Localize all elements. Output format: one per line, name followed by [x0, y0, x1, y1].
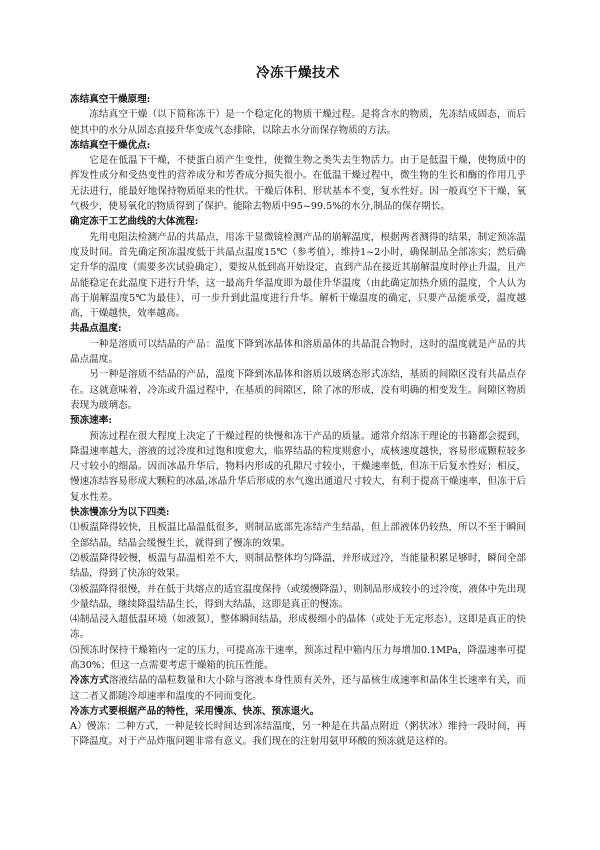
- freeze-method-text: 溶液结晶的晶粒数量和大小除与溶液本身性质有关外，还与晶核生成速率和晶体生长速率有关，而这二者又都随冷却速率和温度的不同而变化。: [70, 675, 527, 702]
- paragraph: 冻结真空干燥（以下简称冻干）是一个稳定化的物质干燥过程。是将含水的物质，先冻结成固态，而后使其中的水分从固态直接升华变成气态排除，以除去水分而保存物质的方法。: [70, 109, 526, 136]
- heading-eutectic-point: 共晶点温度:: [70, 323, 122, 335]
- freeze-method-note: [70, 673, 526, 704]
- heading-prefreeze-rate: 预冻速率:: [70, 415, 112, 427]
- option-a-slow-freeze: A）慢冻：二种方式，一种是较长时间达到冻结温度，另一种是在共晶点附近（粥状冰）维持一段时间，再下降温度。对于产品炸瓶问题非常有意义。我们现在的注射用氨甲环酸的预冻就是这样的。: [70, 721, 526, 748]
- page-title: 冷冻干燥技术: [256, 65, 340, 81]
- heading-advantages: 冻结真空干燥优点:: [70, 139, 151, 151]
- list-item: ⑷制品浸入超低温环境（如液氮），整体瞬间结晶，形成极细小的晶体（或处于无定形态），这即是真正的快冻。: [70, 614, 526, 641]
- heading-freeze-rule: 冷冻方式要根据产品的特性，采用慢冻、快冻、预冻退火。: [70, 705, 320, 717]
- list-item: ⑸预冻时保持干燥箱内一定的压力，可提高冻干速率，预冻过程中箱内压力每增加0.1MPa，降温速率可提高30%；但这一点需要考虑干燥箱的抗压性能。: [70, 644, 526, 671]
- paragraph: 一种是溶质可以结晶的产品：温度下降到冰晶体和溶质晶体的共晶混合物时，这时的温度就是产品的共晶点温度。: [70, 338, 526, 366]
- paragraph: 先用电阻法检测产品的共晶点，用冻干显微镜检测产品的崩解温度，根据两者测得的结果，制定预冻温度及时间。首先确定预冻温度低于共晶点温度15℃（参考值），维持1~2小时，确保制品全部冻实；然后确定升华的温度（需要多次试验确定），要按从低到高开始设定，直到产品在接近其崩解温度时停止升温，且产品能稳定在此温度下进行升华，这一最高升华温度即为最佳升华温度（由此确定加热介质的温度，个人认为高于崩解温度5℃为最佳），可一步升到此温度进行升华。解析干燥温度的确定，只要产品能承受，温度越高，干燥越快，效率越高。: [70, 231, 526, 320]
- paragraph: 预冻过程在很大程度上决定了干燥过程的快慢和冻干产品的质量。通常介绍冻干理论的书籍都会提到，降温速率越大，溶液的过冷度和过饱和度愈大，临界结晶的粒度则愈小，成核速度越快，容易形成颗粒较多尺寸较小的细晶。因而冰晶升华后，物料内形成的孔隙尺寸较小，干燥速率低，但冻干后复水性好；相反，慢速冻结容易形成大颗粒的冰晶,冰晶升华后形成的水气逸出通道尺寸较大，有利于提高干燥速率，但冻干后复水性差。: [70, 430, 526, 503]
- paragraph: 它是在低温下干燥，不使蛋白质产生变性，使微生物之类失去生物活力。由于是低温干燥，使物质中的挥发性成分和受热变性的营养成分和芳香成分损失很小。在低温干燥过程中，微生物的生长和酶的作用几乎无法进行，能最好地保持物质原来的性状。干燥后体积、形状基本不变，复水性好。因一般真空下干燥，氧气极少，使易氧化的物质得到了保护。能除去物质中95~99.5%的水分,制品的保存期长。: [70, 155, 526, 213]
- paragraph: 另一种是溶质不结晶的产品，温度下降到冰晶体和溶质以玻璃态形式冻结，基质的间隙区没有共晶点存在。这就意味着，冷冻或升温过程中，在基质的间隙区，除了冰的形成，没有明确的相变发生。间隙区物质表现为玻璃态。: [70, 369, 526, 411]
- list-item: ⑴板温降得较快，且板温比晶温低很多，则制品底部先冻结产生结晶，但上部液体仍较热，所以不至于瞬间全部结晶，结晶会缓慢生长，就得到了慢冻的效果。: [70, 522, 526, 549]
- list-item: ⑶板温降得很慢，并在低于共熔点的适宜温度保持（或缓慢降温），则制品形成较小的过冷度，液体中先出现少量结晶，继续降温结晶生长，得到大结晶，这即是真正的慢冻。: [70, 583, 526, 610]
- list-item: ⑵板温降得较慢，板温与晶温相差不大，则制品整体均匀降温，并形成过冷，当能量积累足够时，瞬间全部结晶，得到了快冻的效果。: [70, 552, 526, 580]
- heading-principle: 冻结真空干燥原理:: [70, 94, 151, 105]
- heading-process-curve: 确定冻干工艺曲线的大体流程:: [70, 216, 199, 228]
- heading-freeze-categories: 快冻慢冻分为以下四类:: [70, 507, 170, 519]
- freeze-method-lead: 冷冻方式: [70, 675, 109, 687]
